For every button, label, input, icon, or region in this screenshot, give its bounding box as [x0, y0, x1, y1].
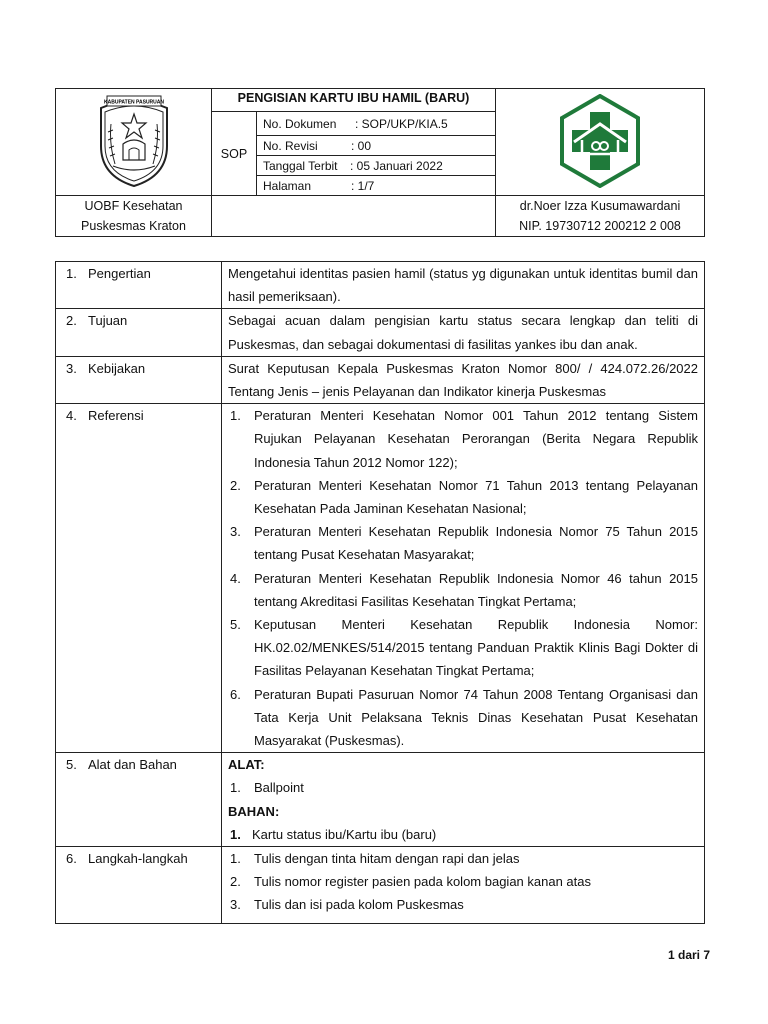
section-content: [222, 847, 705, 924]
section-content: Sebagai acuan dalam pengisian kartu status secara lengkap dan teliti di Puskesmas, dan sebagai dokumentasi di fasilitas yankes ibu dan anak.: [222, 309, 705, 356]
institution-footer: [56, 196, 212, 237]
list-item: 1. Tulis dengan tinta hitam dengan rapi dan jelas: [230, 851, 520, 867]
health-logo-cell: [496, 89, 705, 196]
document-title: PENGISIAN KARTU IBU HAMIL (BARU): [212, 89, 496, 112]
meta-no-revisi: No. Revisi : 00: [257, 136, 496, 156]
sop-label: SOP: [212, 112, 257, 196]
row-kebijakan: [56, 356, 705, 403]
list-item: 5. Keputusan Menteri Kesehatan Republik Indonesia Nomor: HK.02.02/MENKES/514/2015 tentang Panduan Praktik Klinis Bagi Dokter di Fasilitas Pelayanan Kesehatan Tingkat Pertama;: [230, 617, 698, 679]
meta-no-dokumen: No. Dokumen : SOP/UKP/KIA.5: [257, 112, 496, 136]
alat-heading: ALAT:: [228, 757, 265, 773]
meta-tanggal-terbit: Tanggal Terbit : 05 Januari 2022: [257, 156, 496, 176]
list-item: 2. Tulis nomor register pasien pada kolom bagian kanan atas: [230, 874, 591, 890]
section-label: 4. Referensi: [56, 404, 222, 753]
section-content: Surat Keputusan Kepala Puskesmas Kraton Nomor 800/ / 424.072.26/2022 Tentang Jenis – jenis Pelayanan dan Indikator kinerja Puskesmas: [222, 356, 705, 403]
list-item: 1. Peraturan Menteri Kesehatan Nomor 001 Tahun 2012 tentang Sistem Rujukan Pelayanan Kesehatan Perorangan (Berita Negara Republik Indonesia Tahun 2012 Nomor 122);: [230, 408, 698, 470]
row-langkah: [56, 847, 705, 924]
section-content: [222, 404, 705, 753]
sop-content-table: [55, 261, 705, 924]
section-label: 6. Langkah-langkah: [56, 847, 222, 924]
blank-signature-cell: [212, 196, 496, 237]
row-tujuan: [56, 309, 705, 356]
sop-header-table: [55, 88, 705, 237]
institution-line-1: UOBF Kesehatan: [84, 199, 183, 213]
page-number: 1 dari 7: [668, 948, 711, 962]
section-label: 5. Alat dan Bahan: [56, 753, 222, 847]
section-content: [222, 753, 705, 847]
bahan-list: [228, 823, 698, 846]
regency-logo-cell: [56, 89, 212, 196]
list-item: 6. Peraturan Bupati Pasuruan Nomor 74 Tahun 2008 Tentang Organisasi dan Tata Kerja Unit Pelaksana Teknis Dinas Kesehatan Pusat Kesehatan Masyarakat (Puskesmas).: [230, 686, 698, 749]
meta-halaman: Halaman : 1/7: [257, 176, 496, 196]
section-content: Mengetahui identitas pasien hamil (status yg digunakan untuk identitas bumil dan hasil pemeriksaan).: [222, 262, 705, 309]
institution-line-2: Puskesmas Kraton: [81, 219, 186, 233]
emblem-banner-text: KABUPATEN PASURUAN: [103, 99, 164, 105]
list-item: 1. Kartu status ibu/Kartu ibu (baru): [230, 826, 437, 842]
alat-list: [228, 776, 698, 799]
list-item: 3. Tulis dan isi pada kolom Puskesmas: [230, 897, 464, 913]
list-item: 2. Peraturan Menteri Kesehatan Nomor 71 Tahun 2013 tentang Pelayanan Kesehatan Pada Jaminan Kesehatan Nasional;: [230, 477, 698, 517]
reference-list: [228, 404, 698, 752]
section-label: 2. Tujuan: [56, 309, 222, 356]
puskesmas-logo-icon: [558, 94, 642, 188]
approver-footer: [496, 196, 705, 237]
row-referensi: [56, 404, 705, 753]
list-item: 1. Ballpoint: [230, 780, 304, 796]
section-label: 3. Kebijakan: [56, 356, 222, 403]
step-list: [228, 847, 698, 917]
list-item: 4. Peraturan Menteri Kesehatan Republik Indonesia Nomor 46 tahun 2015 tentang Akreditasi Fasilitas Kesehatan Tingkat Pertama;: [230, 570, 698, 609]
approver-name: dr.Noer Izza Kusumawardani: [519, 199, 681, 213]
row-alat-bahan: [56, 753, 705, 847]
section-label: 1. Pengertian: [56, 262, 222, 309]
list-item: 3. Peraturan Menteri Kesehatan Republik Indonesia Nomor 75 Tahun 2015 tentang Pusat Kesehatan Masyarakat;: [230, 524, 698, 563]
row-pengertian: [56, 262, 705, 309]
approver-nip: NIP. 19730712 200212 2 008: [519, 219, 681, 233]
bahan-heading: BAHAN:: [228, 803, 280, 819]
pasuruan-regency-emblem-icon: [93, 94, 175, 188]
